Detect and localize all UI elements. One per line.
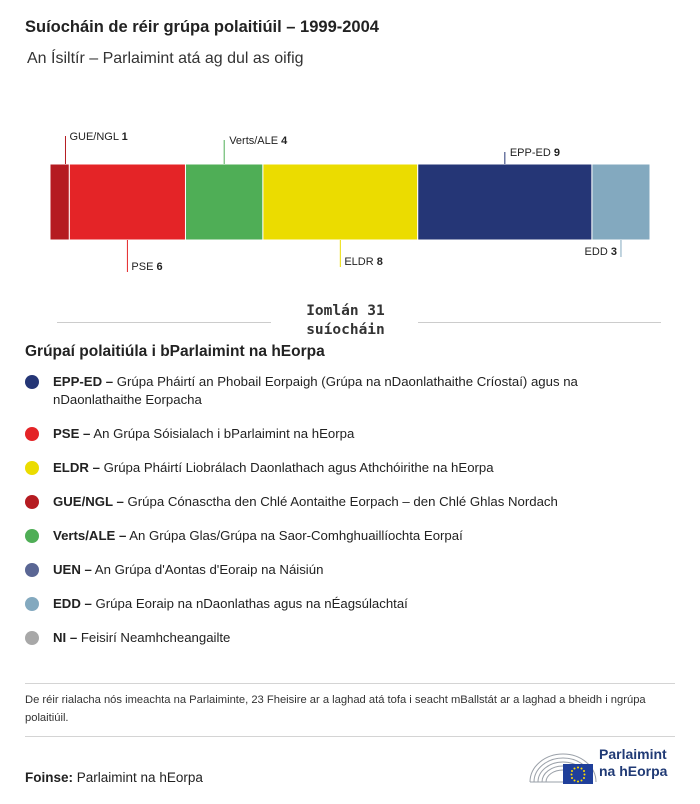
stacked-bar-chart [0, 120, 700, 285]
legend-desc: Grúpa Cónasctha den Chlé Aontaithe Eorpach – den Chlé Ghlas Nordach [123, 494, 558, 509]
legend-swatch [25, 563, 39, 577]
legend-swatch [25, 461, 39, 475]
legend-desc: An Grúpa Glas/Grúpa na Saor-Comhghuaillíochta Eorpaí [126, 528, 463, 543]
legend-item [25, 493, 665, 511]
legend-item [25, 459, 665, 477]
bar-segment-pse [69, 164, 185, 240]
legend-abbr: EPP-ED – [53, 374, 114, 389]
legend-abbr: EDD – [53, 596, 92, 611]
hemicycle-icon [528, 744, 598, 788]
total-seats-line2: suíocháin [306, 322, 385, 338]
total-divider-left [57, 322, 271, 323]
segment-label-gue-ngl: GUE/NGL 1 [69, 131, 128, 143]
legend-item [25, 527, 665, 545]
segment-label-pse: PSE 6 [131, 261, 163, 273]
segment-label-edd: EDD 3 [584, 246, 617, 258]
legend-desc: An Grúpa d'Aontas d'Eoraip na Náisiún [91, 562, 324, 577]
legend-item [25, 561, 665, 579]
legend-label [53, 527, 463, 545]
bar-segment-gue-ngl [50, 164, 69, 240]
legend-label [53, 561, 323, 579]
source [25, 770, 203, 785]
legend-label [53, 595, 408, 613]
legend-swatch [25, 495, 39, 509]
legend-swatch [25, 375, 39, 389]
source-value: Parlaimint na hEorpa [76, 770, 203, 785]
divider-bottom [25, 736, 675, 737]
legend-title: Grúpaí polaitiúla i bParlaimint na hEorpa [25, 343, 325, 360]
bar-segment-epp-ed [418, 164, 592, 240]
segment-label-eldr: ELDR 8 [344, 256, 383, 268]
legend-abbr: ELDR – [53, 460, 100, 475]
legend-desc: Grúpa Pháirtí Liobrálach Daonlathach agus Athchóirithe na hEorpa [99, 460, 494, 475]
source-label: Foinse: [25, 770, 74, 785]
logo-line2: na hEorpa [599, 763, 668, 779]
legend-abbr: NI – [53, 630, 78, 645]
legend-desc: Grúpa Pháirtí an Phobail Eorpaigh (Grúpa na nDaonlathaithe Críostaí) agus na nDaonlathaithe Eorpacha [53, 374, 578, 407]
legend-desc: Feisirí Neamhcheangailte [77, 630, 231, 645]
legend-abbr: UEN – [53, 562, 92, 577]
logo-text [599, 746, 667, 780]
bar-segment-eldr [263, 164, 418, 240]
segment-label-verts-ale: Verts/ALE 4 [229, 135, 288, 147]
chart-title: Suíocháin de réir grúpa polaitiúil – 1999-2004 [25, 18, 379, 36]
legend-swatch [25, 631, 39, 645]
footnote: De réir rialacha nós imeachta na Parlaiminte, 23 Fheisire ar a laghad atá tofa i seacht mBallstát ar a laghad a bheidh i ngrúpa polaitiúil. [25, 694, 646, 724]
segment-label-epp-ed: EPP-ED 9 [509, 147, 560, 159]
legend-abbr: GUE/NGL – [53, 494, 124, 509]
ep-logo [528, 744, 678, 788]
legend-item [25, 629, 665, 647]
legend-label [53, 629, 230, 647]
legend-swatch [25, 427, 39, 441]
legend-label [53, 373, 665, 408]
bar-segment-verts-ale [185, 164, 262, 240]
legend-label [53, 425, 354, 443]
legend-item [25, 425, 665, 443]
bar-segment-edd [592, 164, 650, 240]
legend-abbr: PSE – [53, 426, 91, 441]
total-seats-line1: Iomlán 31 [306, 303, 385, 319]
legend-label [53, 459, 494, 477]
divider-top [25, 683, 675, 684]
legend-abbr: Verts/ALE – [53, 528, 127, 543]
legend-item [25, 595, 665, 613]
logo-line1: Parlaimint [599, 746, 667, 762]
legend-label [53, 493, 558, 511]
legend-desc: Grúpa Eoraip na nDaonlathas agus na nÉagsúlachtaí [91, 596, 408, 611]
legend-desc: An Grúpa Sóisialach i bParlaimint na hEorpa [90, 426, 355, 441]
legend-swatch [25, 529, 39, 543]
legend-swatch [25, 597, 39, 611]
total-divider-right [418, 322, 661, 323]
total-seats-label [273, 302, 418, 340]
chart-subtitle: An Ísiltír – Parlaimint atá ag dul as oifig [27, 50, 304, 67]
legend-item [25, 373, 665, 408]
